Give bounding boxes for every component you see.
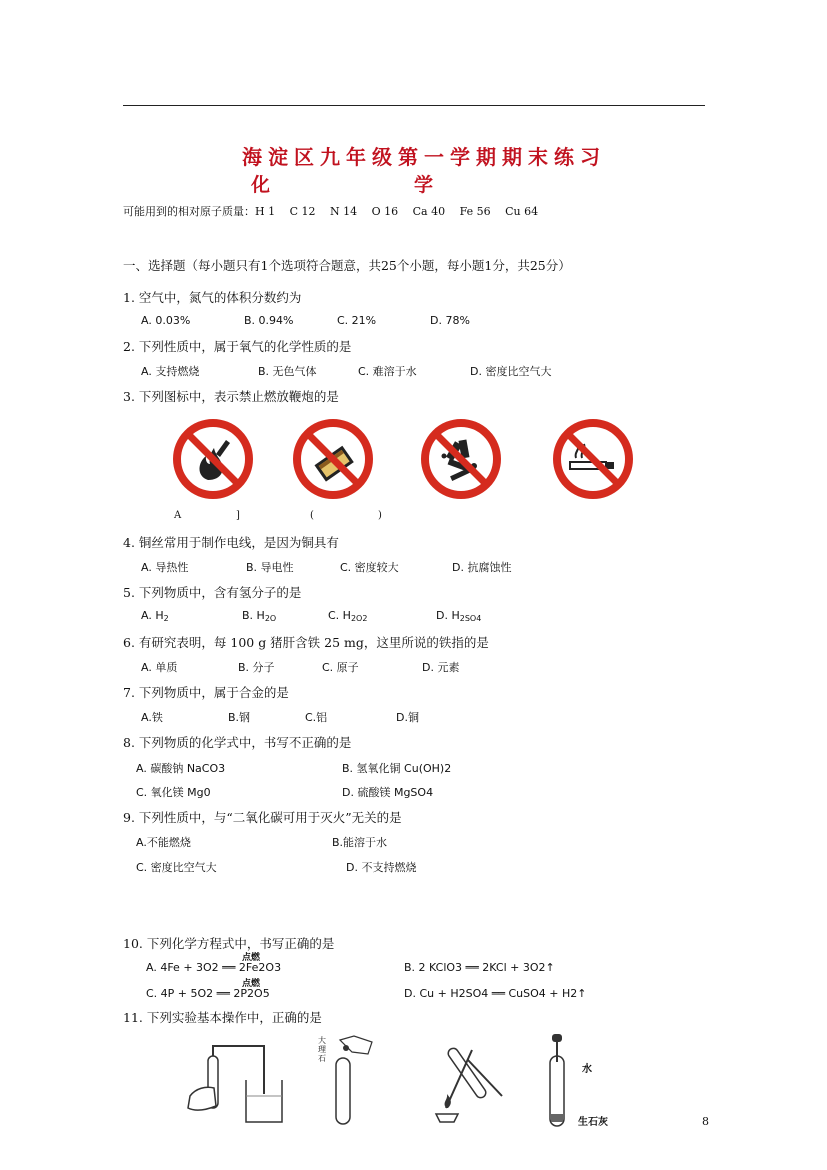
q8-option-d: D. 硫酸镁 MgSO4: [342, 786, 434, 799]
header-rule: [123, 105, 705, 106]
q5-option-d: D. $H_{2SO4}$: [436, 609, 482, 623]
q3-label-c: (: [310, 510, 314, 521]
q2-option-b: B. 无色气体: [258, 365, 317, 378]
section-heading: 一、选择题（每小题只有1个选项符合题意，共25个小题，每小题1分，共25分）: [123, 258, 571, 273]
heating-tube-apparatus-icon: [432, 1030, 512, 1126]
q7-option-c: C.铝: [305, 711, 328, 724]
q6-option-d: D. 元素: [422, 661, 460, 674]
q5-option-a: A. $H_2$: [141, 609, 169, 623]
question-9: 9. 下列性质中，与“二氧化碳可用于灭火”无关的是: [123, 810, 402, 825]
question-3: 3. 下列图标中，表示禁止燃放鞭炮的是: [123, 389, 339, 404]
question-6: 6. 有研究表明，每 100 g 猪肝含铁 25 mg，这里所说的铁指的是: [123, 635, 489, 650]
q9-option-d: D. 不支持燃烧: [346, 861, 417, 874]
page-title: 海淀区九年级第一学期期末练习: [242, 145, 606, 169]
q6-option-b: B. 分子: [238, 661, 275, 674]
dropper-lime-apparatus-icon: [538, 1032, 578, 1130]
q6-option-a: A. 单质: [141, 661, 178, 674]
q10-condition-c: 点燃: [242, 979, 261, 989]
q9-option-c: C. 密度比空气大: [136, 861, 217, 874]
question-10: 10. 下列化学方程式中，书写正确的是: [123, 936, 335, 951]
q10-condition-a: 点燃: [242, 953, 261, 963]
q9-option-b: B.能溶于水: [332, 836, 388, 849]
q3-label-b: ]: [236, 510, 240, 521]
q6-option-c: C. 原子: [322, 661, 359, 674]
page-number: 8: [702, 1115, 709, 1128]
q2-option-a: A. 支持燃烧: [141, 365, 200, 378]
no-smoking-icon: [552, 418, 634, 500]
q8-option-c: C. 氧化镁 Mg0: [136, 786, 211, 799]
q10-option-b: B. 2 KClO3 ══ 2KCl + 3O2↑: [404, 961, 555, 974]
q7-option-b: B.钢: [228, 711, 251, 724]
q10-option-a: A. 4Fe + 3O2 ══ 2Fe2O3: [146, 961, 282, 974]
no-matches-icon: [292, 418, 374, 500]
q7-option-d: D.铜: [396, 711, 419, 724]
q7-option-a: A.铁: [141, 711, 163, 724]
q9-option-a: A.不能燃烧: [136, 836, 191, 849]
q4-option-a: A. 导热性: [141, 561, 189, 574]
question-5: 5. 下列物质中，含有氢分子的是: [123, 585, 302, 600]
no-firecrackers-icon: [420, 418, 502, 500]
q8-option-a: A. 碳酸钠 NaCO3: [136, 762, 226, 775]
q3-label-a: A: [174, 510, 182, 521]
q1-option-a: A. 0.03%: [141, 314, 191, 327]
q1-option-c: C. 21%: [337, 314, 377, 327]
q8-option-b: B. 氢氧化铜 Cu(OH)2: [342, 762, 452, 775]
q1-option-d: D. 78%: [430, 314, 470, 327]
question-8: 8. 下列物质的化学式中，书写不正确的是: [123, 735, 352, 750]
q5-option-c: C. $H_{2O2}$: [328, 609, 368, 623]
question-2: 2. 下列性质中，属于氧气的化学性质的是: [123, 339, 352, 354]
q2-option-c: C. 难溶于水: [358, 365, 417, 378]
subject-title-left: 化: [251, 174, 271, 196]
question-11: 11. 下列实验基本操作中，正确的是: [123, 1010, 322, 1025]
q4-option-d: D. 抗腐蚀性: [452, 561, 512, 574]
q3-label-d: ): [378, 510, 382, 521]
q10-option-c: C. 4P + 5O2 ══ 2P2O5: [146, 987, 270, 1000]
q1-option-b: B. 0.94%: [244, 314, 294, 327]
atomic-masses: 可能用到的相对原子质量：H 1 C 12 N 14 O 16 Ca 40 Fe 56 Cu 64: [123, 205, 539, 218]
no-fire-icon: [172, 418, 254, 500]
q2-option-d: D. 密度比空气大: [470, 365, 552, 378]
question-4: 4. 铜丝常用于制作电线，是因为铜具有: [123, 535, 339, 550]
airtightness-check-apparatus-icon: [182, 1036, 292, 1128]
question-1: 1. 空气中，氮气的体积分数约为: [123, 290, 302, 305]
q11-label-lime: 生石灰: [578, 1117, 608, 1128]
subject-title-right: 学: [414, 174, 434, 196]
q10-option-d: D. Cu + H2SO4 ══ CuSO4 + H2↑: [404, 987, 587, 1000]
q11-label-water: 水: [582, 1064, 592, 1075]
q4-option-b: B. 导电性: [246, 561, 294, 574]
q11-label-marble: 大理石: [318, 1036, 326, 1063]
q4-option-c: C. 密度较大: [340, 561, 399, 574]
question-7: 7. 下列物质中，属于合金的是: [123, 685, 289, 700]
q5-option-b: B. $H_{2O}$: [242, 609, 277, 623]
